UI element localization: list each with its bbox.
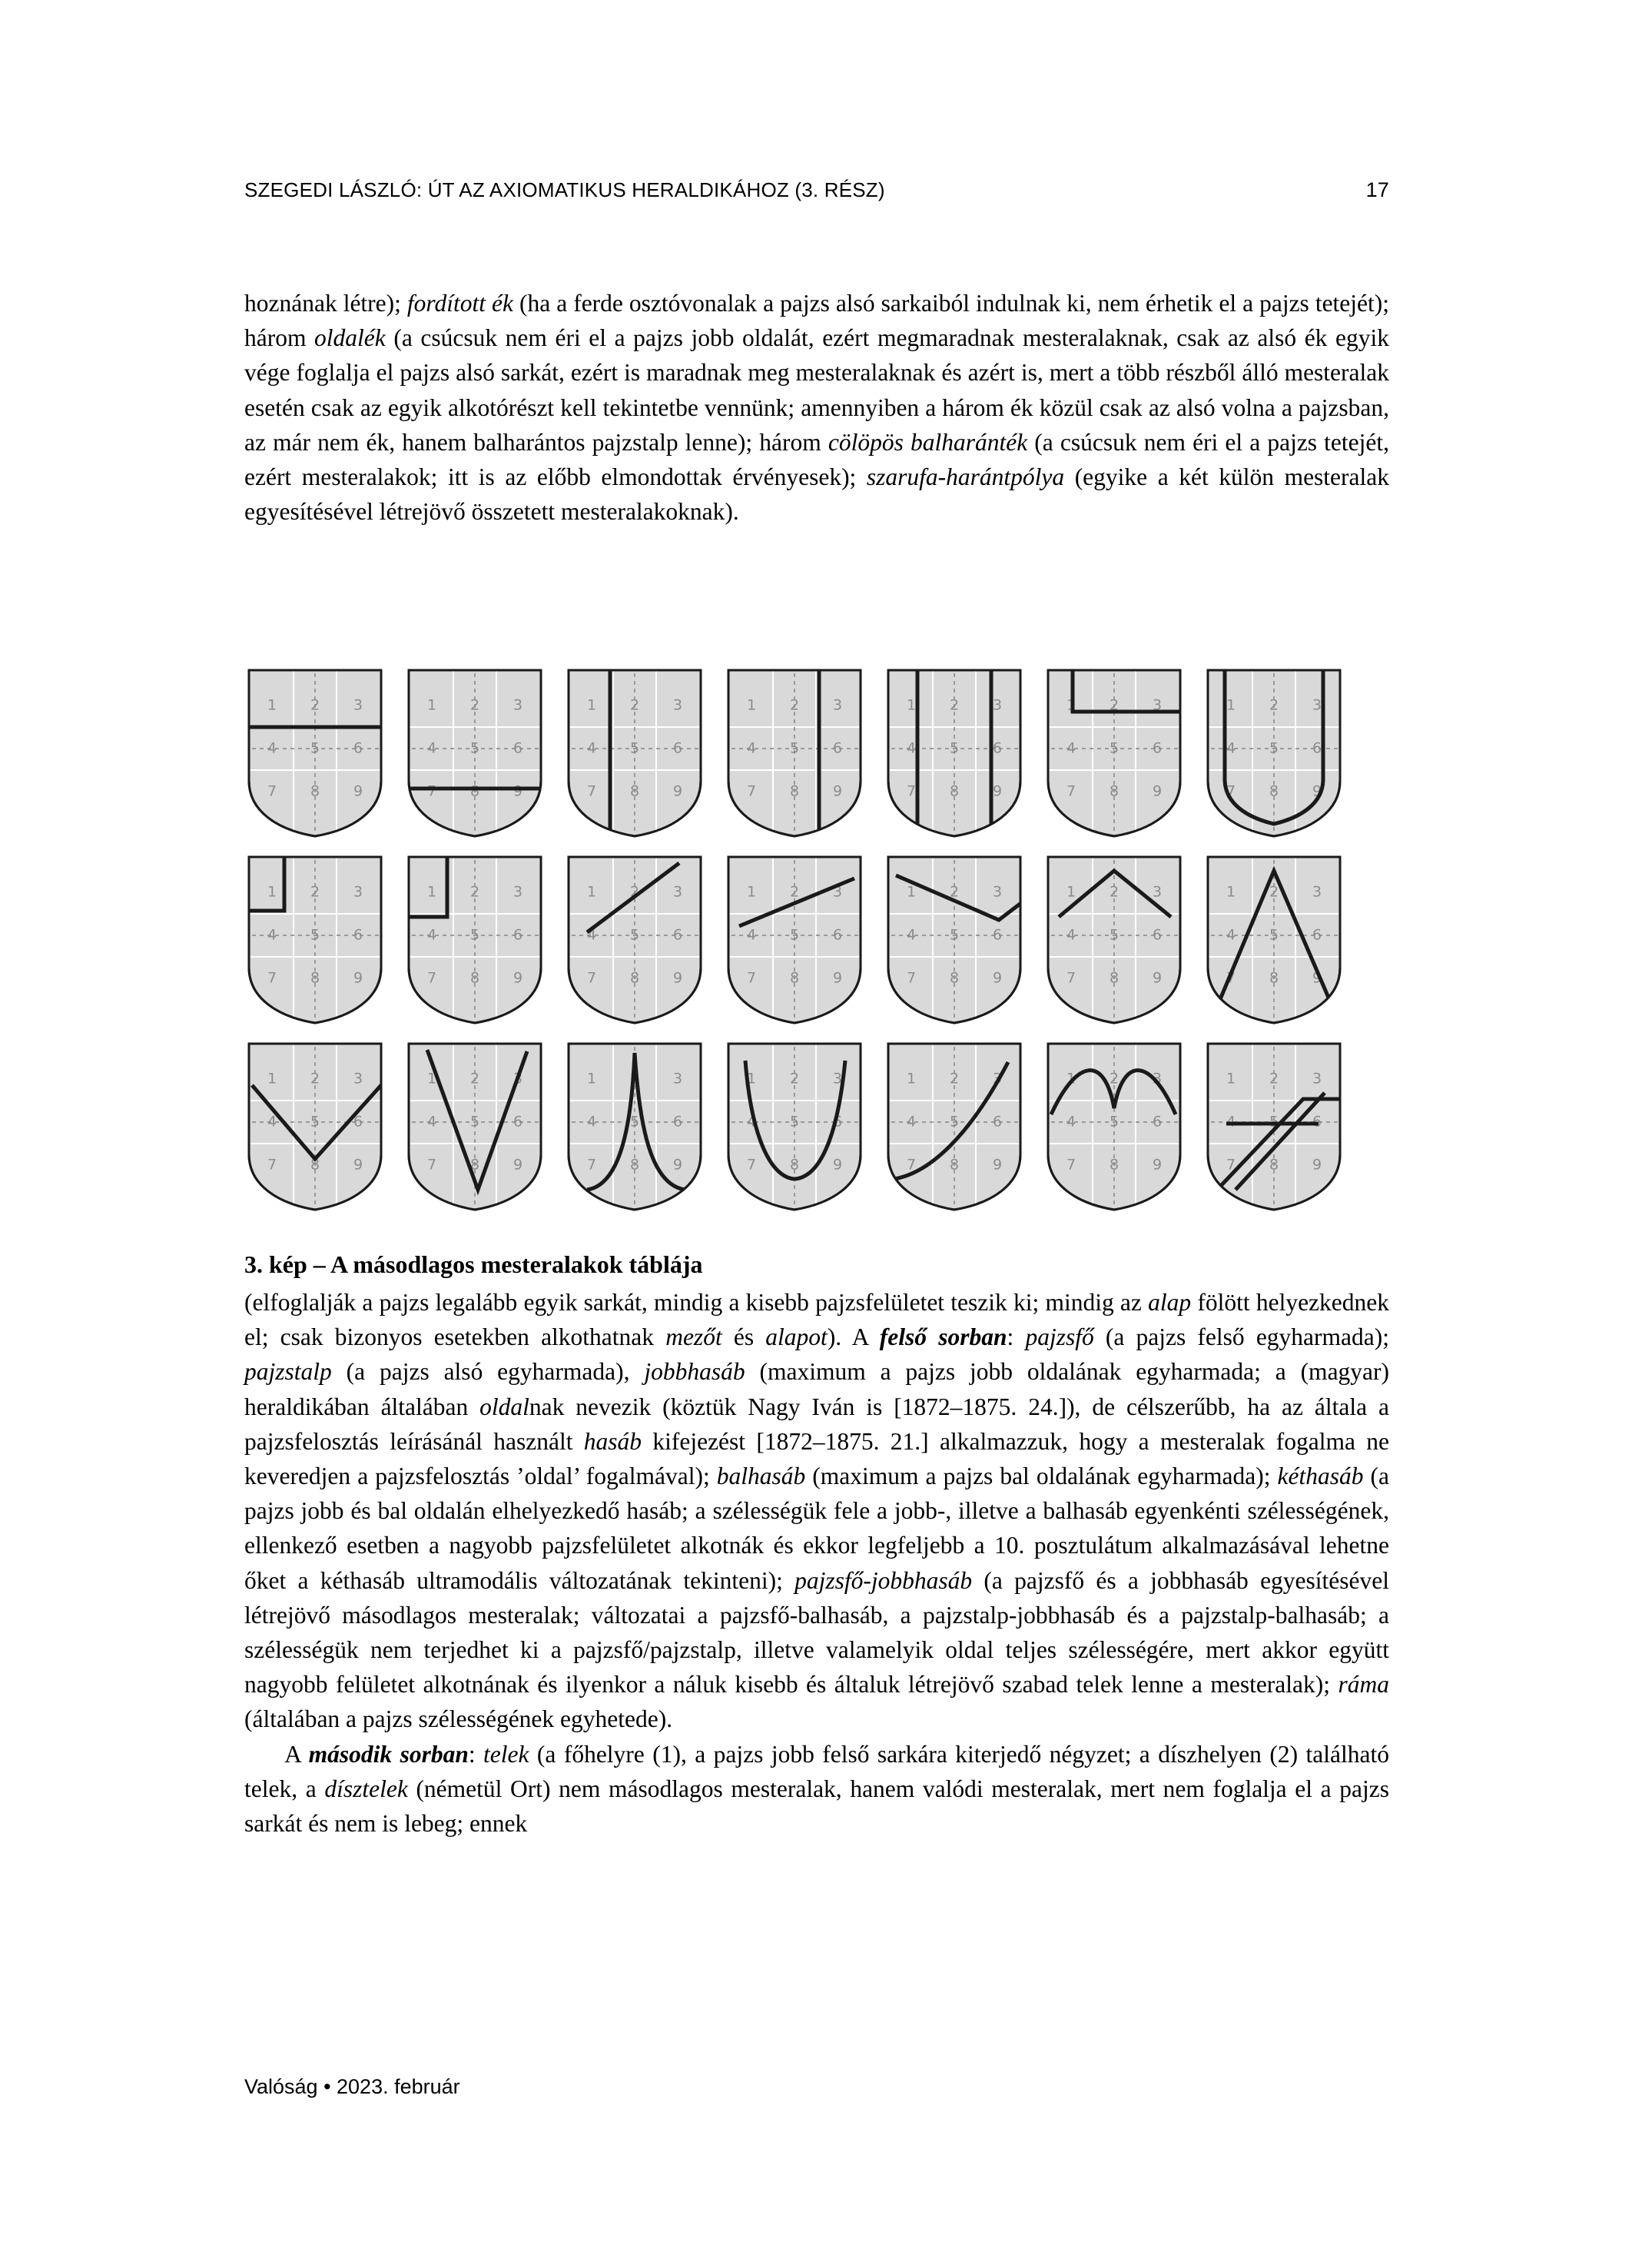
svg-text:7: 7: [267, 1156, 277, 1174]
svg-text:8: 8: [310, 1156, 320, 1174]
svg-text:8: 8: [789, 782, 800, 800]
svg-text:1: 1: [1226, 883, 1236, 901]
shield-rama: [1203, 666, 1345, 841]
svg-text:2: 2: [1269, 696, 1279, 714]
running-title: SZEGEDI LÁSZLÓ: ÚT AZ AXIOMATIKUS HERALDIKÁHOZ (3. RÉSZ): [244, 178, 885, 201]
svg-text:8: 8: [629, 969, 640, 987]
figure-row-2: [244, 852, 1389, 1028]
svg-text:3: 3: [1152, 1070, 1163, 1088]
svg-text:8: 8: [949, 969, 960, 987]
svg-text:9: 9: [832, 782, 843, 800]
svg-text:4: 4: [586, 926, 597, 944]
svg-text:2: 2: [949, 696, 960, 714]
svg-text:9: 9: [1152, 782, 1163, 800]
svg-text:5: 5: [1109, 739, 1120, 757]
svg-text:9: 9: [1152, 1156, 1163, 1174]
shield-v-alak: [404, 1039, 546, 1214]
svg-text:6: 6: [1312, 926, 1322, 944]
svg-text:8: 8: [310, 782, 320, 800]
svg-text:1: 1: [1066, 1070, 1076, 1088]
svg-text:6: 6: [1152, 1113, 1163, 1131]
svg-text:6: 6: [1152, 739, 1163, 757]
svg-text:5: 5: [310, 926, 320, 944]
svg-text:2: 2: [469, 883, 480, 901]
svg-text:4: 4: [1066, 739, 1076, 757]
svg-text:5: 5: [789, 1113, 800, 1131]
svg-text:7: 7: [1066, 969, 1076, 987]
svg-text:1: 1: [426, 696, 437, 714]
svg-text:5: 5: [469, 1113, 480, 1131]
svg-text:2: 2: [789, 883, 800, 901]
svg-text:9: 9: [512, 969, 523, 987]
svg-text:3: 3: [832, 883, 843, 901]
svg-text:3: 3: [992, 883, 1003, 901]
shield-haromszog-lapos: [884, 852, 1025, 1028]
svg-text:1: 1: [1066, 696, 1076, 714]
svg-text:3: 3: [1312, 696, 1322, 714]
shield-telek-also: [404, 852, 546, 1028]
svg-text:2: 2: [469, 1070, 480, 1088]
paragraph-top: hoznának létre); fordított ék (ha a ferde osztóvonalak a pajzs alsó sarkaiból indulnak ki, nem érhetik el a pajzs tetejét); három oldalék (a csúcsuk nem éri el a pajzs jobb oldalát, ezért megmaradnak mesteralaknak, csak az alsó ék egyik vége foglalja el pajzs alsó sarkát, ezért is maradnak meg mesteralaknak és azért is, mert a több részből álló mesteralak esetén csak az egyik alkotórészt kell tekintetbe vennünk; amennyiben a három ék közül csak az alsó volna a pajzsban, az már nem ék, hanem balharántos pajzstalp lenne); három cölöpös balharánték (a csúcsuk nem éri el a pajzs tetejét, ezért mesteralakok; itt is az előbb elmondottak érvényesek); szarufa-harántpólya (egyike a két külön mesteralak egyesítésével létrejövő összetett mesteralakoknak).: [244, 290, 1390, 526]
svg-text:9: 9: [512, 1156, 523, 1174]
svg-text:9: 9: [353, 782, 363, 800]
svg-text:3: 3: [992, 1070, 1003, 1088]
figure-row-3: [244, 1039, 1389, 1214]
svg-text:8: 8: [1109, 969, 1120, 987]
svg-text:6: 6: [512, 926, 523, 944]
svg-text:8: 8: [1109, 1156, 1120, 1174]
svg-text:1: 1: [1066, 883, 1076, 901]
svg-text:5: 5: [1269, 739, 1279, 757]
svg-text:1: 1: [906, 696, 917, 714]
svg-text:4: 4: [267, 739, 277, 757]
svg-text:6: 6: [832, 1113, 843, 1131]
svg-text:2: 2: [629, 883, 640, 901]
shield-ferde-osztovonal: [564, 852, 705, 1028]
shield-kethasab: [884, 666, 1025, 841]
svg-text:6: 6: [992, 1113, 1003, 1131]
svg-text:9: 9: [512, 782, 523, 800]
page-number: 17: [1365, 178, 1389, 201]
svg-text:9: 9: [1312, 1156, 1322, 1174]
svg-text:3: 3: [672, 883, 683, 901]
svg-text:4: 4: [426, 926, 437, 944]
svg-text:1: 1: [426, 883, 437, 901]
svg-text:3: 3: [672, 696, 683, 714]
svg-text:5: 5: [310, 1113, 320, 1131]
svg-text:9: 9: [992, 1156, 1003, 1174]
svg-text:4: 4: [746, 739, 757, 757]
svg-text:4: 4: [1226, 1113, 1236, 1131]
svg-text:5: 5: [789, 739, 800, 757]
svg-text:1: 1: [267, 883, 277, 901]
svg-text:1: 1: [586, 1070, 597, 1088]
svg-text:4: 4: [586, 1113, 597, 1131]
svg-text:3: 3: [1312, 1070, 1322, 1088]
svg-text:3: 3: [1152, 696, 1163, 714]
shield-ferde-lapos: [724, 852, 865, 1028]
svg-text:9: 9: [992, 969, 1003, 987]
svg-text:3: 3: [1312, 883, 1322, 901]
svg-text:5: 5: [1109, 926, 1120, 944]
svg-text:6: 6: [512, 739, 523, 757]
svg-text:6: 6: [512, 1113, 523, 1131]
svg-text:3: 3: [353, 696, 363, 714]
svg-text:9: 9: [992, 782, 1003, 800]
svg-text:7: 7: [746, 1156, 757, 1174]
svg-text:3: 3: [353, 1070, 363, 1088]
svg-text:1: 1: [746, 696, 757, 714]
svg-text:9: 9: [353, 1156, 363, 1174]
svg-text:9: 9: [832, 969, 843, 987]
svg-text:2: 2: [789, 1070, 800, 1088]
svg-text:2: 2: [789, 696, 800, 714]
svg-text:7: 7: [426, 969, 437, 987]
svg-text:4: 4: [1226, 739, 1236, 757]
running-head: [244, 178, 1389, 202]
figure-row-1: [244, 666, 1389, 841]
svg-text:2: 2: [310, 883, 320, 901]
svg-text:6: 6: [672, 926, 683, 944]
shield-ivelt-mely: [724, 1039, 865, 1214]
shield-harantpolya-szarufa: [1203, 1039, 1345, 1214]
figure-caption: 3. kép – A másodlagos mesteralakok táblája: [244, 1250, 703, 1278]
svg-text:3: 3: [1152, 883, 1163, 901]
svg-text:6: 6: [832, 739, 843, 757]
svg-text:4: 4: [746, 926, 757, 944]
svg-text:9: 9: [353, 969, 363, 987]
svg-text:8: 8: [789, 1156, 800, 1174]
svg-text:9: 9: [672, 969, 683, 987]
svg-text:1: 1: [906, 883, 917, 901]
svg-text:1: 1: [746, 1070, 757, 1088]
svg-text:2: 2: [1109, 1070, 1120, 1088]
svg-text:1: 1: [426, 1070, 437, 1088]
shield-szarufa-szeles: [244, 1039, 386, 1214]
svg-text:4: 4: [1226, 926, 1236, 944]
svg-text:8: 8: [949, 1156, 960, 1174]
svg-text:5: 5: [629, 1113, 640, 1131]
svg-text:5: 5: [629, 926, 640, 944]
svg-text:2: 2: [629, 696, 640, 714]
svg-text:5: 5: [949, 1113, 960, 1131]
svg-text:6: 6: [353, 926, 363, 944]
svg-text:5: 5: [949, 926, 960, 944]
svg-text:4: 4: [906, 739, 917, 757]
shield-pajzstalp: [404, 666, 546, 841]
svg-text:2: 2: [949, 883, 960, 901]
svg-text:9: 9: [1312, 969, 1322, 987]
svg-text:6: 6: [672, 1113, 683, 1131]
svg-text:4: 4: [586, 739, 597, 757]
svg-text:6: 6: [1312, 739, 1322, 757]
svg-text:4: 4: [426, 739, 437, 757]
svg-text:5: 5: [629, 739, 640, 757]
svg-text:4: 4: [426, 1113, 437, 1131]
svg-text:7: 7: [906, 969, 917, 987]
svg-text:7: 7: [1066, 1156, 1076, 1174]
svg-text:8: 8: [1269, 782, 1279, 800]
shield-szarufa-csucs: [1043, 852, 1185, 1028]
paragraph-bottom: (elfoglalják a pajzs legalább egyik sarkát, mindig a kisebb pajzsfelületet teszik ki; mindig az alap fölött helyezkednek el; csak bizonyos esetekben alkothatnak mezőt és alapot). A felső sorban: pajzsfő (a pajzs felső egyharmada); pajzstalp (a pajzs alsó egyharmada), jobbhasáb (maximum a pajzs jobb oldalának egyharmada; a (magyar) heraldikában általában oldalnak nevezik (köztük Nagy Iván is [1872–1875. 24.]), de célszerűbb, ha az általa a pajzsfelosztás leírásánál használt hasáb kifejezést [1872–1875. 21.] alkalmazzuk, hogy a mesteralak fogalma ne keveredjen a pajzsfelosztás ’oldal’ fogalmával); balhasáb (maximum a pajzs bal oldalának egyharmada); kéthasáb (a pajzs jobb és bal oldalán elhelyezkedő hasáb; a szélességük fele a jobb-, illetve a balhasáb egyenkénti szélességének, ellenkező esetben a nagyobb pajzsfelületet alkotnák és ekkor legfeljebb a 10. posztulátum alkalmazásával lehetne őket a kéthasáb ultramodális változatának tekinteni); pajzsfő-jobbhasáb (a pajzsfő és a jobbhasáb egyesítésével létrejövő másodlagos mesteralak; változatai a pajzsfő-balhasáb, a pajzstalp-jobbhasáb és a pajzstalp-balhasáb; a szélességük nem terjedhet ki a pajzsfő/pajzstalp, illetve valamelyik oldal teljes szélességére, mert akkor együtt nagyobb felületet alkotnának és ilyenkor a náluk kisebb és általuk létrejövő szabad telek lenne a mesteralak); ráma (általában a pajzs szélességének egyhetede). A második sorban: telek (a főhelyre (1), a pajzs jobb felső sarkára kiterjedő négyzet; a díszhelyen (2) található telek, a dísztelek (németül Ort) nem másodlagos mesteralak, hanem valódi mesteralak, mert nem foglalja el a pajzs sarkát és nem is lebeg; ennek: [244, 1289, 1390, 1838]
svg-text:4: 4: [267, 1113, 277, 1131]
svg-text:6: 6: [672, 739, 683, 757]
svg-text:4: 4: [906, 926, 917, 944]
shield-jobbhasab: [564, 666, 705, 841]
svg-text:4: 4: [746, 1113, 757, 1131]
svg-text:6: 6: [832, 926, 843, 944]
svg-text:6: 6: [1152, 926, 1163, 944]
svg-text:3: 3: [992, 696, 1003, 714]
svg-text:8: 8: [310, 969, 320, 987]
shield-szarufa: [1203, 852, 1345, 1028]
svg-text:3: 3: [512, 883, 523, 901]
svg-text:1: 1: [746, 883, 757, 901]
svg-text:3: 3: [832, 1070, 843, 1088]
svg-text:7: 7: [586, 782, 597, 800]
svg-text:7: 7: [426, 782, 437, 800]
shield-telek: [244, 852, 386, 1028]
svg-text:2: 2: [310, 1070, 320, 1088]
figure-shield-table: [244, 666, 1389, 1227]
svg-text:1: 1: [267, 1070, 277, 1088]
svg-text:5: 5: [789, 926, 800, 944]
svg-text:8: 8: [629, 1156, 640, 1174]
svg-text:7: 7: [906, 782, 917, 800]
svg-text:9: 9: [1312, 782, 1322, 800]
svg-text:2: 2: [469, 696, 480, 714]
shield-ivelt-jobb: [884, 1039, 1025, 1214]
svg-text:4: 4: [906, 1113, 917, 1131]
svg-text:8: 8: [949, 782, 960, 800]
svg-text:7: 7: [1066, 782, 1076, 800]
svg-text:6: 6: [992, 739, 1003, 757]
svg-text:1: 1: [1226, 696, 1236, 714]
svg-text:7: 7: [746, 969, 757, 987]
svg-text:8: 8: [469, 1156, 480, 1174]
svg-text:1: 1: [906, 1070, 917, 1088]
svg-text:3: 3: [512, 696, 523, 714]
svg-text:6: 6: [353, 739, 363, 757]
svg-text:3: 3: [512, 1070, 523, 1088]
svg-text:6: 6: [353, 1113, 363, 1131]
svg-text:9: 9: [832, 1156, 843, 1174]
svg-text:9: 9: [672, 782, 683, 800]
svg-text:3: 3: [832, 696, 843, 714]
page-footer: Valóság • 2023. február: [244, 2075, 460, 2098]
svg-text:7: 7: [586, 1156, 597, 1174]
svg-text:5: 5: [1109, 1113, 1120, 1131]
svg-text:8: 8: [469, 969, 480, 987]
svg-text:5: 5: [1269, 926, 1279, 944]
svg-text:7: 7: [746, 782, 757, 800]
svg-text:8: 8: [789, 969, 800, 987]
svg-text:6: 6: [992, 926, 1003, 944]
svg-text:1: 1: [586, 696, 597, 714]
svg-text:9: 9: [672, 1156, 683, 1174]
svg-text:6: 6: [1312, 1113, 1322, 1131]
svg-text:7: 7: [1226, 969, 1236, 987]
svg-text:3: 3: [672, 1070, 683, 1088]
svg-text:4: 4: [1066, 926, 1076, 944]
svg-text:9: 9: [1152, 969, 1163, 987]
svg-text:7: 7: [906, 1156, 917, 1174]
svg-text:5: 5: [310, 739, 320, 757]
svg-text:1: 1: [1226, 1070, 1236, 1088]
shield-pajzsfo-jobbhasab: [1043, 666, 1185, 841]
shield-pajzsfo: [244, 666, 386, 841]
svg-text:5: 5: [949, 739, 960, 757]
svg-text:5: 5: [469, 926, 480, 944]
svg-text:2: 2: [1269, 883, 1279, 901]
svg-text:4: 4: [267, 926, 277, 944]
svg-text:8: 8: [1109, 782, 1120, 800]
svg-text:7: 7: [426, 1156, 437, 1174]
svg-text:2: 2: [1109, 883, 1120, 901]
svg-text:3: 3: [353, 883, 363, 901]
svg-text:1: 1: [267, 696, 277, 714]
svg-text:7: 7: [1226, 782, 1236, 800]
svg-text:8: 8: [469, 782, 480, 800]
svg-text:2: 2: [949, 1070, 960, 1088]
svg-text:8: 8: [1269, 1156, 1279, 1174]
svg-text:2: 2: [1109, 696, 1120, 714]
shield-ivelt-kettos: [1043, 1039, 1185, 1214]
shield-ivelt-szarufa: [564, 1039, 705, 1214]
svg-text:1: 1: [586, 883, 597, 901]
svg-text:5: 5: [469, 739, 480, 757]
svg-text:8: 8: [629, 782, 640, 800]
svg-text:2: 2: [1269, 1070, 1279, 1088]
svg-text:2: 2: [629, 1070, 640, 1088]
svg-text:2: 2: [310, 696, 320, 714]
svg-text:7: 7: [586, 969, 597, 987]
svg-text:7: 7: [267, 969, 277, 987]
svg-text:7: 7: [267, 782, 277, 800]
shield-balhasab: [724, 666, 865, 841]
svg-text:7: 7: [1226, 1156, 1236, 1174]
svg-text:4: 4: [1066, 1113, 1076, 1131]
svg-text:8: 8: [1269, 969, 1279, 987]
svg-text:5: 5: [1269, 1113, 1279, 1131]
